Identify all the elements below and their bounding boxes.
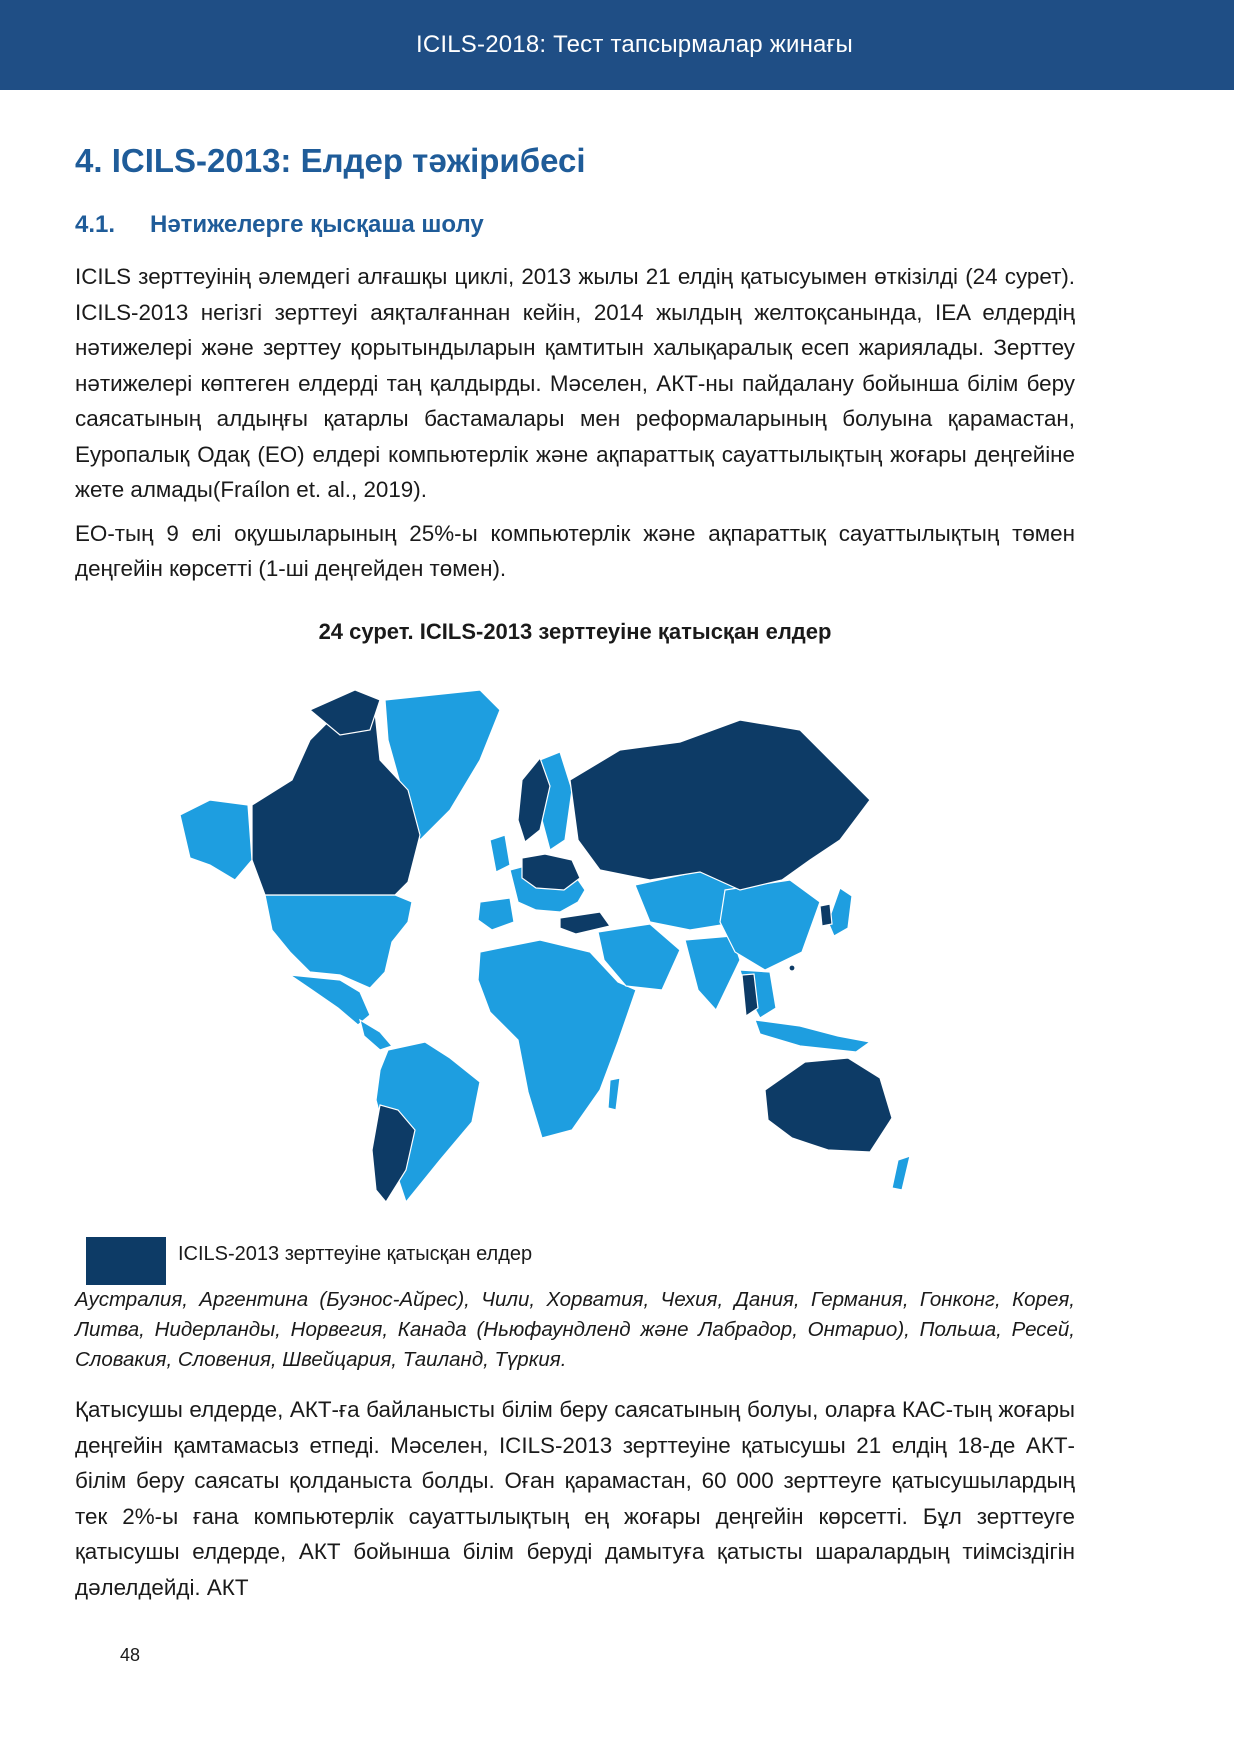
usa-shape bbox=[265, 895, 412, 988]
paragraph-eu: ЕО-тың 9 елі оқушыларының 25%-ы компьютерлік және ақпараттық сауаттылықтың төмен деңгейін көрсетті (1-ші деңгейден төмен). bbox=[75, 520, 1075, 581]
indonesia-shape bbox=[755, 1020, 870, 1052]
section-title: 4. ICILS-2013: Елдер тәжірибесі bbox=[75, 142, 586, 179]
page-number: 48 bbox=[120, 1645, 141, 1665]
main-content bbox=[75, 138, 1075, 647]
header-title: ICILS-2018: Тест тапсырмалар жинағы bbox=[415, 31, 853, 58]
figure-legend bbox=[86, 1237, 532, 1285]
central-america-shape bbox=[360, 1020, 392, 1050]
russia-shape bbox=[570, 720, 870, 890]
canada-islands-shape bbox=[310, 690, 380, 735]
header-band bbox=[0, 0, 1234, 90]
new-zealand-shape bbox=[892, 1156, 910, 1190]
participating-countries-list: Аустралия, Аргентина (Буэнос-Айрес), Чили, Хорватия, Чехия, Дания, Германия, Гонконг, Корея, Литва, Нидерланды, Норвегия, Канада (Ньюфаундленд және Лабрадор, Онтарио), Польша, Ресей, Словакия, Словения, Швейцария, Таиланд, Түркия. bbox=[75, 1288, 1075, 1371]
paragraph-policy: Қатысушы елдерде, АКТ-ға байланысты білім беру саясатының болуы, оларға КАС-тың жоғары деңгейін қамтамасыз етпеді. Мәселен, ICILS-2013 зерттеуіне қатысушы 21 елдің 18-де АКТ-білім беру саясаты қолданыста болды. Оған қарамастан, 60 000 зерттеуге қатысушылардың тек 2%-ы ғана компьютерлік сауаттылықтың ең жоғары деңгейін көрсетті. Бұл зерттеуге қатысушы елдерде, АКТ бойынша білім беруді дамытуға қатысты шаралардың тиімсіздігін дәлелдейді. АКТ bbox=[75, 1397, 1075, 1600]
australia-shape bbox=[765, 1058, 892, 1152]
subsection-number: 4.1. bbox=[75, 211, 116, 238]
korea-shape bbox=[820, 904, 832, 926]
india-shape bbox=[685, 936, 740, 1010]
legend-label: ICILS-2013 зерттеуіне қатысқан елдер bbox=[178, 1242, 533, 1265]
subsection-heading bbox=[75, 208, 1075, 242]
hong-kong-shape bbox=[789, 965, 795, 971]
paragraph-intro: ICILS зерттеуінің әлемдегі алғашқы циклі, 2013 жылы 21 елдің қатысуымен өткізілді (24 сурет). ICILS-2013 негізгі зерттеуі аяқталғаннан кейін, 2014 жылдың желтоқсанында, IEA елдердің нәтижелері және зерттеу қорытындыларын қамтитын халықаралық есеп жариялады. Зерттеу нәтижелері көптеген елдерді таң қалдырды. Мәселен, АКТ-ны пайдалану бойынша білім беру саясатының алдыңғы қатарлы бастамалары мен реформаларының болуына қарамастан, Еуропалық Одақ (ЕО) елдері компьютерлік және ақпараттық сауаттылықтың жоғары деңгейіне жете алмады(Fraílon et. al., 2019). bbox=[75, 264, 1075, 502]
world-map bbox=[180, 690, 960, 1210]
figure-caption: 24 сурет. ICILS-2013 зерттеуіне қатысқан елдер bbox=[318, 618, 832, 644]
turkey-shape bbox=[560, 912, 610, 934]
uk-shape bbox=[490, 835, 510, 872]
central-europe-shape bbox=[522, 854, 580, 890]
japan-shape bbox=[828, 888, 852, 936]
alaska-shape bbox=[180, 800, 252, 880]
madagascar-shape bbox=[608, 1078, 620, 1110]
iberia-shape bbox=[478, 898, 514, 930]
subsection-title: Нәтижелерге қысқаша шолу bbox=[150, 211, 484, 238]
legend-swatch bbox=[86, 1237, 166, 1285]
